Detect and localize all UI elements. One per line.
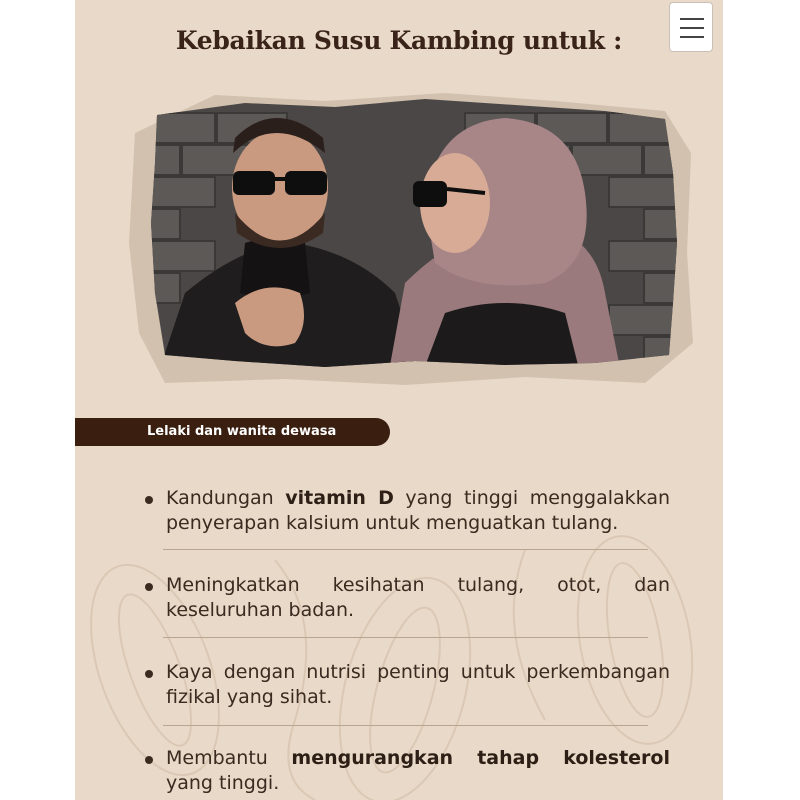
couple-photo: [125, 93, 695, 393]
list-item: Meningkatkan kesihatan tulang, otot, dan keseluruhan badan.: [145, 573, 670, 623]
bullet-icon: [145, 670, 153, 678]
divider: [163, 637, 648, 638]
divider: [163, 725, 648, 726]
hamburger-menu-icon[interactable]: [669, 2, 713, 52]
bullet-icon: [145, 756, 153, 764]
bullet-icon: [145, 583, 153, 591]
section-badge-label: Lelaki dan wanita dewasa: [147, 424, 337, 439]
divider: [163, 549, 648, 550]
list-item: Kaya dengan nutrisi penting untuk perkembangan fizikal yang sihat.: [145, 660, 670, 710]
section-badge: [75, 418, 390, 446]
list-item: Kandungan vitamin D yang tinggi menggalakkan penyerapan kalsium untuk menguatkan tulang.: [145, 486, 670, 536]
page-title: Kebaikan Susu Kambing untuk :: [175, 26, 623, 55]
list-item: Membantu mengurangkan tahap kolesterol yang tinggi.: [145, 746, 670, 796]
page: [75, 0, 723, 800]
bullet-icon: [145, 496, 153, 504]
